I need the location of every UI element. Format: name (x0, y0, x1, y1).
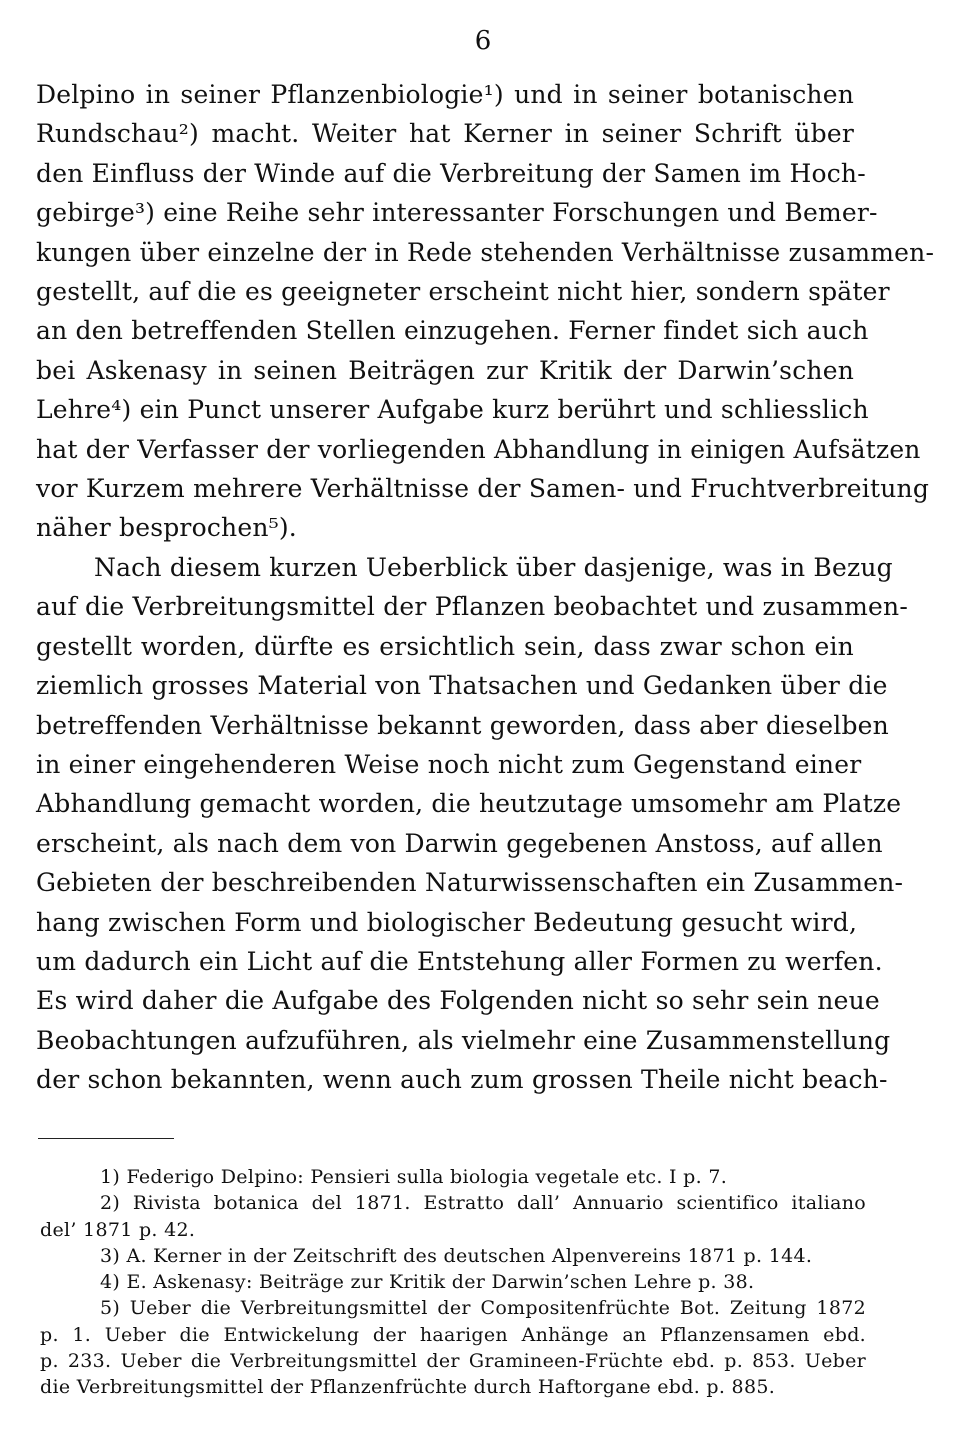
footnote-line: 2) Rivista botanica del 1871. Estratto dall’ Annuario scientifico italiano (100, 1192, 866, 1215)
body-line: kungen über einzelne der in Rede stehenden Verhältnisse zusammen- (36, 237, 935, 267)
body-line: ziemlich grosses Material von Thatsachen und Gedanken über die (36, 671, 888, 701)
body-line: Es wird daher die Aufgabe des Folgenden nicht so sehr sein neue (36, 986, 880, 1016)
body-line: vor Kurzem mehrere Verhältnisse der Samen- und Fruchtverbreitung (36, 474, 930, 504)
body-line: hat der Verfasser der vorliegenden Abhandlung in einigen Aufsätzen (36, 434, 921, 464)
footnote-line: 5) Ueber die Verbreitungsmittel der Compositenfrüchte Bot. Zeitung 1872 (100, 1297, 866, 1320)
footnote-line: die Verbreitungsmittel der Pflanzenfrüchte durch Haftorgane ebd. p. 885. (40, 1376, 776, 1399)
body-line: erscheint, als nach dem von Darwin gegebenen Anstoss, auf allen (36, 828, 883, 858)
body-line: gestellt, auf die es geeigneter erscheint nicht hier, sondern später (36, 277, 890, 307)
body-line: Gebieten der beschreibenden Naturwissenschaften ein Zusammen- (36, 868, 904, 898)
body-line: der schon bekannten, wenn auch zum grossen Theile nicht beach- (36, 1065, 888, 1095)
body-line: den Einfluss der Winde auf die Verbreitung der Samen im Hoch- (36, 158, 866, 188)
body-line: bei Askenasy in seinen Beiträgen zur Kritik der Darwin’schen (36, 355, 854, 385)
footnote-line: p. 1. Ueber die Entwickelung der haarigen Anhänge an Pflanzensamen ebd. (40, 1323, 866, 1346)
body-line: in einer eingehenderen Weise noch nicht zum Gegenstand einer (36, 749, 862, 779)
body-line: Rundschau²) macht. Weiter hat Kerner in seiner Schrift über (36, 119, 854, 149)
body-line: gestellt worden, dürfte es ersichtlich sein, dass zwar schon ein (36, 631, 854, 661)
body-line: hang zwischen Form und biologischer Bedeutung gesucht wird, (36, 907, 858, 937)
body-line: Abhandlung gemacht worden, die heutzutage umsomehr am Platze (36, 789, 902, 819)
footnote-line: p. 233. Ueber die Verbreitungsmittel der Gramineen-Früchte ebd. p. 853. Ueber (40, 1350, 866, 1373)
footnotes (40, 1164, 866, 1401)
footnote-line: 4) E. Askenasy: Beiträge zur Kritik der Darwin’schen Lehre p. 38. (100, 1271, 755, 1294)
body-line: näher besprochen⁵). (36, 513, 297, 543)
body-text (36, 75, 935, 1100)
footnote-divider (38, 1138, 174, 1139)
body-line: Beobachtungen aufzuführen, als vielmehr eine Zusammenstellung (36, 1025, 891, 1055)
body-line: Nach diesem kurzen Ueberblick über dasjenige, was in Bezug (94, 552, 893, 582)
body-line: gebirge³) eine Reihe sehr interessanter Forschungen und Bemer- (36, 198, 878, 228)
body-line: um dadurch ein Licht auf die Entstehung aller Formen zu werfen. (36, 946, 883, 976)
page-number: 6 (474, 26, 492, 56)
footnote-line: 1) Federigo Delpino: Pensieri sulla biologia vegetale etc. I p. 7. (100, 1166, 728, 1188)
footnote-line: 3) A. Kerner in der Zeitschrift des deutschen Alpenvereins 1871 p. 144. (100, 1244, 813, 1267)
body-line: Delpino in seiner Pflanzenbiologie¹) und in seiner botanischen (36, 80, 854, 109)
body-line: an den betreffenden Stellen einzugehen. Ferner findet sich auch (36, 316, 869, 346)
footnote-line: del’ 1871 p. 42. (40, 1218, 196, 1241)
body-line: betreffenden Verhältnisse bekannt geworden, dass aber dieselben (36, 710, 889, 740)
body-line: auf die Verbreitungsmittel der Pflanzen beobachtet und zusammen- (36, 592, 909, 622)
body-line: Lehre⁴) ein Punct unserer Aufgabe kurz berührt und schliesslich (36, 395, 869, 425)
